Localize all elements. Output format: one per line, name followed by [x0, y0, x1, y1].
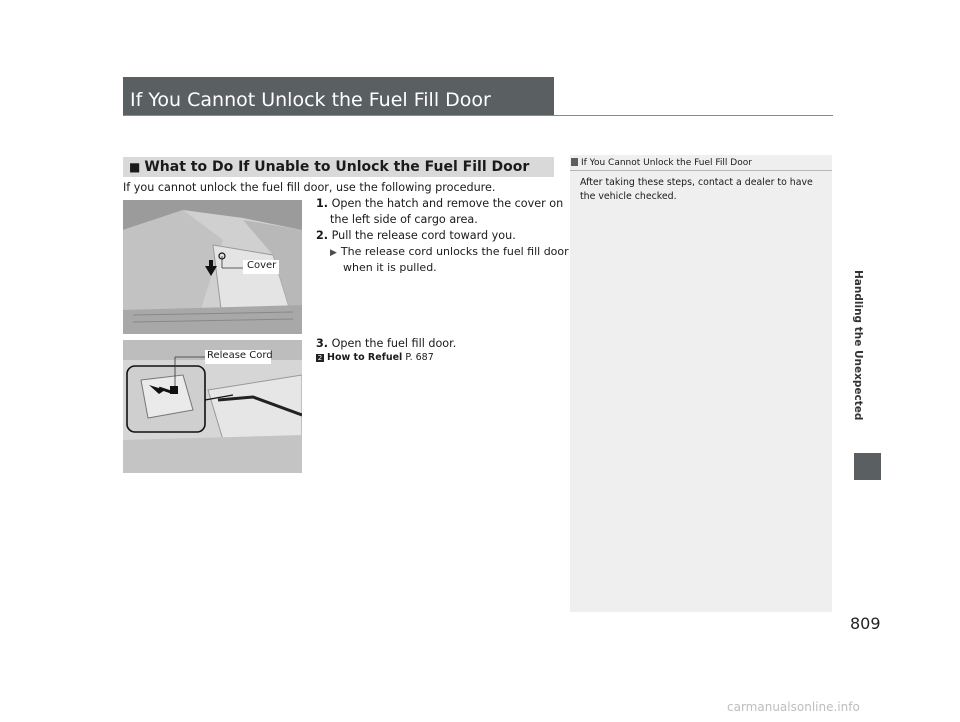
step-2-result-text: The release cord unlocks the fuel fill door: [340, 245, 569, 258]
step-3: [316, 336, 456, 352]
watermark: carmanualsonline.info: [727, 700, 860, 714]
step-3-text: Open the fuel fill door.: [331, 337, 457, 350]
chapter-tab-label: Handling the Unexpected: [852, 270, 864, 421]
step-2-text: Pull the release cord toward you.: [331, 229, 516, 242]
sidebar-text: After taking these steps, contact a dealer to have the vehicle checked.: [580, 177, 813, 202]
step-2-result-cont: when it is pulled.: [343, 261, 437, 274]
refuel-reference-link[interactable]: [316, 352, 434, 363]
release-cord-label: Release Cord: [207, 350, 273, 361]
cover-illustration: [123, 200, 302, 334]
step-1-text: Open the hatch and remove the cover on: [331, 197, 564, 210]
chapter-tab: [854, 453, 881, 480]
section-marker-icon: ■: [129, 160, 141, 174]
page-title: If You Cannot Unlock the Fuel Fill Door: [123, 77, 554, 115]
section-title: What to Do If Unable to Unlock the Fuel Fill Door: [144, 159, 530, 175]
step-2: [316, 228, 516, 244]
page-number: 809: [850, 614, 881, 633]
sidebar-note: [570, 155, 832, 612]
step-1-cont: the left side of cargo area.: [330, 213, 478, 226]
section-heading: [123, 157, 554, 177]
intro-text: If you cannot unlock the fuel fill door, use the following procedure.: [123, 181, 496, 194]
reference-title: How to Refuel: [327, 352, 403, 363]
note-icon: [571, 158, 578, 166]
step-1-number: 1.: [316, 197, 329, 210]
sidebar-divider: [570, 170, 832, 171]
step-2-result: [330, 244, 569, 261]
reference-icon: 2: [317, 354, 323, 362]
sidebar-heading: [571, 158, 752, 168]
release-cord-illustration: [123, 340, 302, 473]
reference-page: P. 687: [405, 352, 434, 363]
title-divider: [123, 115, 833, 116]
step-1: [316, 196, 563, 212]
step-3-number: 3.: [316, 337, 329, 350]
result-arrow-icon: ▶: [330, 248, 337, 258]
sidebar-heading-text: If You Cannot Unlock the Fuel Fill Door: [581, 158, 752, 168]
step-2-number: 2.: [316, 229, 329, 242]
cover-label: Cover: [247, 260, 277, 271]
